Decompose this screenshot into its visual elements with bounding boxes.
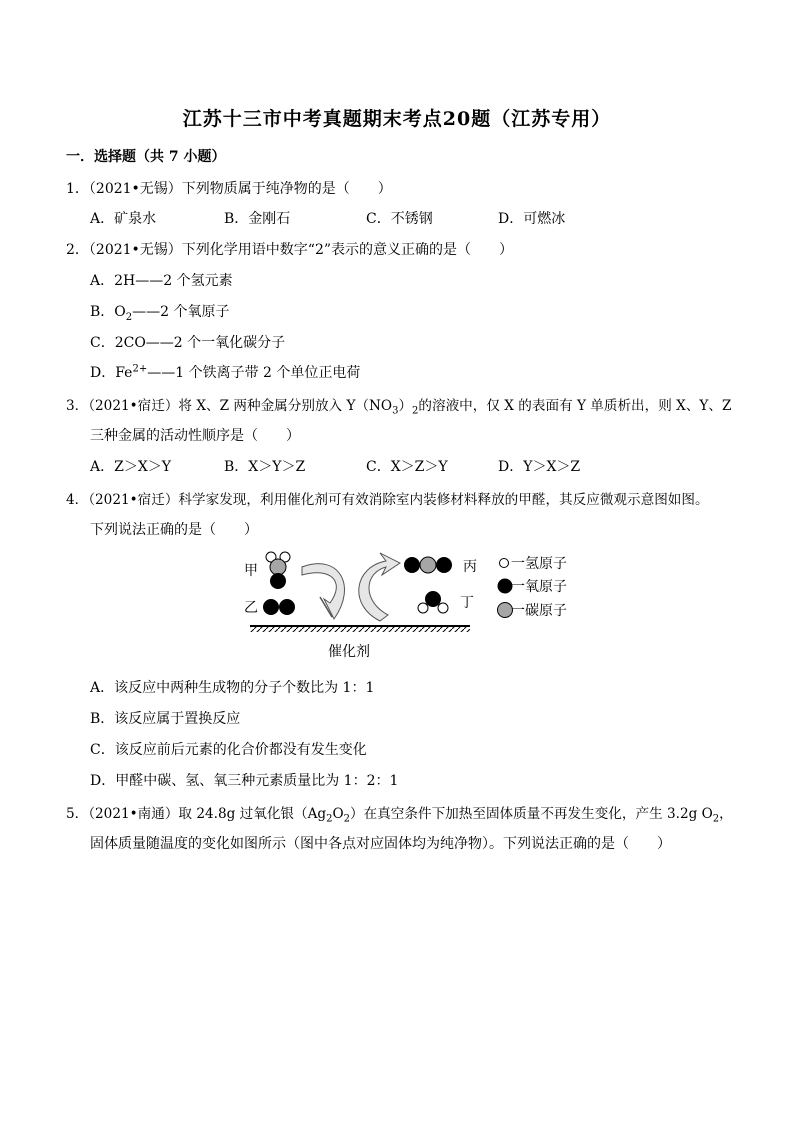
q4-stem-continued: 下列说法正确的是（ ） [90,522,258,538]
q1-option-d: D．可燃冰 [498,211,566,227]
legend-h-label: 一氢原子 [511,556,567,572]
label-jia: 甲 [244,563,258,579]
h-atom [438,603,448,613]
arrow-down-shape [302,564,344,619]
catalyst-label: 催化剂 [328,644,370,660]
q4-stem: 4．（2021•宿迁）科学家发现，利用催化剂可有效消除室内装修材料释放的甲醛，其反应微观示意图如图。 [66,492,709,508]
q4-option-b: B．该反应属于置换反应 [90,711,241,727]
q2-option-c: C．2CO——2 个一氧化碳分子 [90,335,286,351]
q2-option-a: A．2H——2 个氢元素 [90,273,233,289]
label-yi: 乙 [244,600,258,616]
q4-option-a: A．该反应中两种生成物的分子个数比为 1：1 [90,680,375,696]
q3-option-b: B．X＞Y＞Z [224,459,306,475]
q2-stem: 2．（2021•无锡）下列化学用语中数字“2”表示的意义正确的是（ ） [66,242,514,258]
o-atom [425,591,441,607]
o-atom [436,557,452,573]
q1-option-a: A．矿泉水 [90,211,157,227]
h-atom [418,603,428,613]
c-atom [270,559,286,575]
q1-option-b: B．金刚石 [224,211,291,227]
page-title: 江苏十三市中考真题期末考点20题（江苏专用） [182,108,612,130]
q3-stem-continued: 三种金属的活动性顺序是（ ） [90,428,300,444]
reaction-diagram [230,545,590,665]
q3-option-c: C．X＞Z＞Y [366,459,448,475]
q2-option-b: B．$O_2——2$ 个氧原子 [90,304,230,323]
q5-stem-continued: 固体质量随温度的变化如图所示（图中各点对应固体均为纯净物）。下列说法正确的是（ ） [90,836,671,852]
c-atom [420,557,436,573]
q1-option-c: C．不锈钢 [366,211,433,227]
arrow-up-icon [359,553,400,621]
legend-c-label: 一碳原子 [511,603,567,619]
q3-option-a: A．Z＞X＞Y [90,459,172,475]
q5-stem: 5．（2021•南通）取 24.8g 过氧化银$(Ag_2O_2)$在真空条件下加热至固体质量不再发生变化，产生 3.2g $O_2$， [66,806,733,825]
catalyst-hatching [250,626,470,632]
o-atom [263,599,279,615]
q4-option-c: C．该反应前后元素的化合价都没有发生变化 [90,742,367,758]
q2-option-d: D．$Fe^{2+}——1$ 个铁离子带 2 个单位正电荷 [90,363,361,381]
q1-stem: 1．（2021•无锡）下列物质属于纯净物的是（ ） [66,181,392,197]
o-atom [270,573,286,589]
legend-h-icon [500,559,509,568]
legend-o-label: 一氧原子 [511,579,567,595]
label-bing: 丙 [463,559,477,575]
q3-stem: 3．（2021•宿迁）将 X、Z 两种金属分别放入 $Y(NO_3)_2$的溶液中，仅 X 的表面有 Y 单质析出，则 X、Y、Z [66,398,732,417]
section-heading: 一．选择题（共 7 小题） [66,149,226,165]
o-atom [404,557,420,573]
q3-option-d: D．Y＞X＞Z [498,459,581,475]
label-ding: 丁 [460,595,474,611]
o-atom [279,599,295,615]
q4-option-d: D．甲醛中碳、氢、氧三种元素质量比为 1：2：1 [90,773,399,789]
